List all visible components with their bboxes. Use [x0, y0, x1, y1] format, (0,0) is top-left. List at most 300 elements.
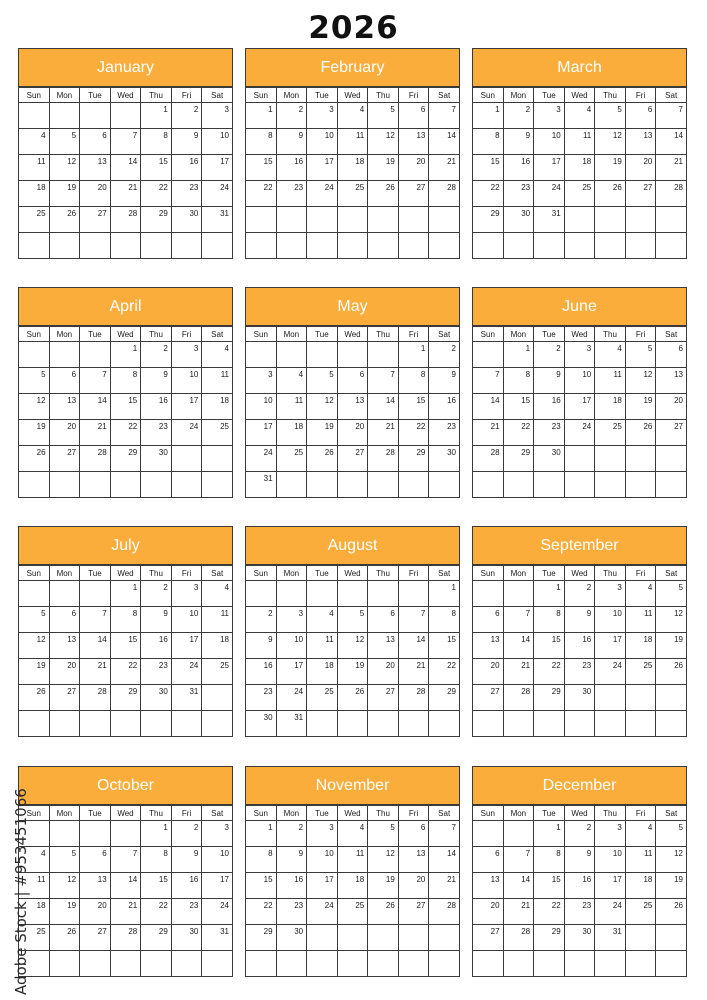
day-cell: 17: [171, 633, 202, 659]
day-cell: 26: [625, 420, 656, 446]
weekday-label: Sat: [656, 566, 687, 581]
weekday-label: Fri: [625, 566, 656, 581]
week-row: [246, 394, 460, 420]
weekday-label: Mon: [503, 806, 534, 821]
day-cell: 8: [141, 847, 172, 873]
day-cell: 13: [49, 633, 80, 659]
day-cell: 28: [80, 685, 111, 711]
week-row: [473, 873, 687, 899]
week-row: [473, 472, 687, 498]
day-cell: 19: [368, 873, 399, 899]
day-cell: 9: [534, 368, 565, 394]
week-row: [19, 103, 233, 129]
day-cell: 28: [368, 446, 399, 472]
day-cell: 10: [246, 394, 277, 420]
day-cell: 8: [503, 368, 534, 394]
weekday-label: Mon: [49, 88, 80, 103]
day-cell: [625, 446, 656, 472]
weekday-label: Sat: [656, 327, 687, 342]
day-cell: [337, 233, 368, 259]
day-cell: 29: [141, 207, 172, 233]
day-cell: 9: [503, 129, 534, 155]
day-cell: 17: [202, 873, 233, 899]
weekday-label: Tue: [80, 566, 111, 581]
weekday-label: Wed: [110, 806, 141, 821]
day-cell: 7: [429, 103, 460, 129]
day-cell: 13: [80, 155, 111, 181]
weekday-label: Wed: [564, 806, 595, 821]
day-cell: 9: [141, 607, 172, 633]
day-cell: [473, 342, 504, 368]
month-table: [245, 326, 460, 498]
day-cell: [595, 233, 626, 259]
weekday-label: Thu: [595, 806, 626, 821]
weekday-label: Tue: [534, 566, 565, 581]
day-cell: [246, 581, 277, 607]
weekday-label: Thu: [595, 88, 626, 103]
day-cell: 11: [19, 155, 50, 181]
day-cell: [19, 581, 50, 607]
day-cell: [171, 711, 202, 737]
day-cell: 22: [141, 181, 172, 207]
day-cell: 27: [49, 446, 80, 472]
week-row: [246, 847, 460, 873]
week-row: [473, 847, 687, 873]
week-row: [246, 821, 460, 847]
day-cell: 26: [595, 181, 626, 207]
day-cell: [564, 233, 595, 259]
day-cell: [276, 342, 307, 368]
day-cell: 24: [307, 899, 338, 925]
day-cell: 24: [246, 446, 277, 472]
weekday-label: Thu: [141, 566, 172, 581]
day-cell: [429, 951, 460, 977]
day-cell: 23: [171, 899, 202, 925]
day-cell: 18: [307, 659, 338, 685]
day-cell: 18: [337, 873, 368, 899]
weekday-label: Tue: [307, 806, 338, 821]
day-cell: 26: [337, 685, 368, 711]
day-cell: 26: [368, 899, 399, 925]
day-cell: 27: [625, 181, 656, 207]
weekday-header-row: [473, 88, 687, 103]
day-cell: 12: [368, 129, 399, 155]
week-row: [19, 129, 233, 155]
week-row: [246, 951, 460, 977]
month-table: [18, 565, 233, 737]
day-cell: [656, 233, 687, 259]
day-cell: 22: [110, 420, 141, 446]
day-cell: 18: [595, 394, 626, 420]
day-cell: 4: [202, 581, 233, 607]
day-cell: 19: [625, 394, 656, 420]
day-cell: [429, 233, 460, 259]
week-row: [473, 685, 687, 711]
week-row: [473, 925, 687, 951]
weekday-label: Sat: [202, 806, 233, 821]
day-cell: 4: [337, 103, 368, 129]
day-cell: 29: [110, 446, 141, 472]
week-row: [246, 181, 460, 207]
day-cell: [625, 685, 656, 711]
day-cell: [429, 472, 460, 498]
week-row: [473, 155, 687, 181]
weekday-label: Fri: [171, 88, 202, 103]
day-cell: 22: [429, 659, 460, 685]
day-cell: 7: [110, 847, 141, 873]
day-cell: 30: [429, 446, 460, 472]
day-cell: 11: [202, 368, 233, 394]
day-cell: 27: [656, 420, 687, 446]
day-cell: [49, 233, 80, 259]
weekday-label: Tue: [307, 566, 338, 581]
day-cell: 12: [19, 633, 50, 659]
month-table: [18, 87, 233, 259]
day-cell: 27: [49, 685, 80, 711]
day-cell: [171, 472, 202, 498]
month-table: [18, 326, 233, 498]
weekday-label: Sun: [19, 566, 50, 581]
day-cell: 21: [503, 899, 534, 925]
day-cell: [473, 472, 504, 498]
day-cell: [398, 233, 429, 259]
day-cell: 7: [80, 368, 111, 394]
day-cell: 6: [398, 821, 429, 847]
day-cell: 8: [429, 607, 460, 633]
week-row: [246, 607, 460, 633]
day-cell: 5: [337, 607, 368, 633]
day-cell: 6: [625, 103, 656, 129]
day-cell: [595, 472, 626, 498]
month-june: [472, 287, 687, 504]
day-cell: 15: [246, 155, 277, 181]
day-cell: [564, 446, 595, 472]
day-cell: 11: [307, 633, 338, 659]
day-cell: [503, 581, 534, 607]
day-cell: [202, 711, 233, 737]
day-cell: [429, 711, 460, 737]
day-cell: 14: [110, 155, 141, 181]
week-row: [246, 873, 460, 899]
month-table: [472, 326, 687, 498]
weekday-label: Sun: [473, 327, 504, 342]
day-cell: 1: [473, 103, 504, 129]
day-cell: [429, 207, 460, 233]
weekday-label: Sun: [473, 806, 504, 821]
day-cell: [49, 951, 80, 977]
day-cell: 13: [337, 394, 368, 420]
weekday-label: Sat: [429, 806, 460, 821]
day-cell: [80, 821, 111, 847]
day-cell: [276, 581, 307, 607]
week-row: [19, 394, 233, 420]
day-cell: 20: [625, 155, 656, 181]
day-cell: [368, 925, 399, 951]
day-cell: 23: [564, 899, 595, 925]
day-cell: [246, 233, 277, 259]
weekday-header-row: [473, 327, 687, 342]
day-cell: 16: [171, 873, 202, 899]
day-cell: [656, 711, 687, 737]
week-row: [246, 581, 460, 607]
weekday-label: Thu: [141, 327, 172, 342]
day-cell: [171, 233, 202, 259]
day-cell: 20: [368, 659, 399, 685]
month-header: May: [245, 287, 460, 326]
weekday-label: Sat: [429, 88, 460, 103]
week-row: [19, 951, 233, 977]
day-cell: 2: [141, 342, 172, 368]
day-cell: 16: [141, 394, 172, 420]
day-cell: 11: [19, 873, 50, 899]
day-cell: 21: [80, 659, 111, 685]
weekday-label: Wed: [564, 327, 595, 342]
day-cell: [398, 472, 429, 498]
day-cell: 31: [202, 925, 233, 951]
day-cell: [368, 951, 399, 977]
week-row: [473, 446, 687, 472]
weekday-label: Mon: [49, 806, 80, 821]
day-cell: 31: [534, 207, 565, 233]
day-cell: 17: [202, 155, 233, 181]
week-row: [19, 607, 233, 633]
day-cell: 6: [368, 607, 399, 633]
day-cell: 21: [656, 155, 687, 181]
week-row: [246, 103, 460, 129]
day-cell: 25: [625, 899, 656, 925]
day-cell: 26: [656, 659, 687, 685]
day-cell: 7: [656, 103, 687, 129]
weekday-label: Fri: [171, 566, 202, 581]
month-header: June: [472, 287, 687, 326]
day-cell: 26: [49, 925, 80, 951]
weekday-label: Fri: [398, 327, 429, 342]
day-cell: 22: [398, 420, 429, 446]
day-cell: 20: [473, 659, 504, 685]
day-cell: 1: [398, 342, 429, 368]
week-row: [19, 847, 233, 873]
month-header: February: [245, 48, 460, 87]
week-row: [19, 873, 233, 899]
day-cell: [276, 472, 307, 498]
month-table: [472, 805, 687, 977]
day-cell: 22: [246, 181, 277, 207]
day-cell: [337, 581, 368, 607]
day-cell: 6: [337, 368, 368, 394]
day-cell: [202, 233, 233, 259]
day-cell: 14: [110, 873, 141, 899]
day-cell: [398, 711, 429, 737]
weekday-label: Wed: [337, 566, 368, 581]
day-cell: [564, 472, 595, 498]
weekday-label: Tue: [534, 88, 565, 103]
day-cell: 11: [595, 368, 626, 394]
day-cell: 19: [595, 155, 626, 181]
day-cell: 18: [19, 899, 50, 925]
day-cell: 12: [595, 129, 626, 155]
weekday-label: Wed: [564, 88, 595, 103]
day-cell: 19: [656, 873, 687, 899]
day-cell: [656, 951, 687, 977]
day-cell: 24: [595, 899, 626, 925]
day-cell: [276, 233, 307, 259]
day-cell: [534, 951, 565, 977]
day-cell: 15: [246, 873, 277, 899]
day-cell: 12: [337, 633, 368, 659]
day-cell: 22: [246, 899, 277, 925]
day-cell: 14: [80, 633, 111, 659]
day-cell: 21: [110, 181, 141, 207]
day-cell: 10: [202, 847, 233, 873]
day-cell: 27: [80, 925, 111, 951]
day-cell: 9: [429, 368, 460, 394]
day-cell: 31: [246, 472, 277, 498]
day-cell: 28: [110, 207, 141, 233]
day-cell: 1: [110, 581, 141, 607]
day-cell: 25: [19, 925, 50, 951]
week-row: [19, 711, 233, 737]
week-row: [19, 342, 233, 368]
day-cell: 11: [564, 129, 595, 155]
weekday-label: Sun: [473, 88, 504, 103]
day-cell: 24: [307, 181, 338, 207]
day-cell: 12: [19, 394, 50, 420]
day-cell: 16: [564, 633, 595, 659]
day-cell: 31: [276, 711, 307, 737]
day-cell: [307, 472, 338, 498]
day-cell: 23: [429, 420, 460, 446]
week-row: [473, 368, 687, 394]
weekday-label: Sat: [202, 327, 233, 342]
day-cell: 10: [171, 607, 202, 633]
day-cell: 1: [503, 342, 534, 368]
weekday-label: Tue: [80, 806, 111, 821]
day-cell: [49, 581, 80, 607]
day-cell: 9: [246, 633, 277, 659]
day-cell: 26: [49, 207, 80, 233]
day-cell: 6: [49, 368, 80, 394]
day-cell: 2: [171, 103, 202, 129]
day-cell: [19, 711, 50, 737]
day-cell: 30: [564, 685, 595, 711]
day-cell: 18: [625, 633, 656, 659]
day-cell: [337, 711, 368, 737]
day-cell: 17: [564, 394, 595, 420]
day-cell: [307, 951, 338, 977]
weekday-label: Fri: [398, 566, 429, 581]
calendar-title: 2026: [308, 10, 399, 46]
day-cell: [276, 951, 307, 977]
day-cell: 18: [564, 155, 595, 181]
day-cell: [141, 233, 172, 259]
day-cell: 12: [656, 607, 687, 633]
day-cell: 31: [595, 925, 626, 951]
day-cell: 14: [80, 394, 111, 420]
weekday-label: Wed: [110, 566, 141, 581]
day-cell: 2: [564, 581, 595, 607]
day-cell: [141, 951, 172, 977]
day-cell: 12: [625, 368, 656, 394]
week-row: [473, 899, 687, 925]
day-cell: 29: [534, 685, 565, 711]
weekday-label: Fri: [398, 88, 429, 103]
day-cell: 14: [429, 129, 460, 155]
week-row: [19, 420, 233, 446]
weekday-label: Tue: [80, 88, 111, 103]
day-cell: 27: [473, 925, 504, 951]
month-header: April: [18, 287, 233, 326]
day-cell: 11: [625, 607, 656, 633]
weekday-label: Fri: [625, 88, 656, 103]
day-cell: 12: [656, 847, 687, 873]
day-cell: 1: [429, 581, 460, 607]
day-cell: [276, 207, 307, 233]
weekday-label: Mon: [276, 806, 307, 821]
day-cell: 11: [625, 847, 656, 873]
day-cell: 30: [503, 207, 534, 233]
week-row: [473, 394, 687, 420]
week-row: [473, 711, 687, 737]
weekday-label: Sun: [246, 88, 277, 103]
week-row: [246, 446, 460, 472]
month-table: [245, 565, 460, 737]
month-march: [472, 48, 687, 265]
day-cell: 2: [171, 821, 202, 847]
week-row: [19, 821, 233, 847]
day-cell: 16: [534, 394, 565, 420]
weekday-label: Sun: [246, 566, 277, 581]
weekday-header-row: [19, 88, 233, 103]
day-cell: 1: [141, 103, 172, 129]
day-cell: [625, 925, 656, 951]
day-cell: 26: [368, 181, 399, 207]
day-cell: 30: [246, 711, 277, 737]
day-cell: 27: [337, 446, 368, 472]
month-july: [18, 526, 233, 743]
weekday-label: Mon: [503, 566, 534, 581]
weekday-header-row: [19, 806, 233, 821]
weekday-label: Sat: [202, 566, 233, 581]
day-cell: 30: [171, 207, 202, 233]
day-cell: 29: [503, 446, 534, 472]
day-cell: 18: [625, 873, 656, 899]
weekday-label: Sat: [429, 566, 460, 581]
day-cell: 20: [398, 873, 429, 899]
day-cell: [534, 233, 565, 259]
day-cell: [398, 951, 429, 977]
week-row: [473, 420, 687, 446]
weekday-header-row: [19, 566, 233, 581]
weekday-label: Fri: [625, 806, 656, 821]
day-cell: 28: [429, 899, 460, 925]
day-cell: 15: [534, 873, 565, 899]
weekday-label: Tue: [534, 806, 565, 821]
month-header: August: [245, 526, 460, 565]
day-cell: 1: [534, 821, 565, 847]
day-cell: [110, 472, 141, 498]
day-cell: 3: [202, 103, 233, 129]
day-cell: 23: [141, 659, 172, 685]
day-cell: 10: [171, 368, 202, 394]
day-cell: 25: [595, 420, 626, 446]
day-cell: 26: [656, 899, 687, 925]
weekday-label: Sun: [19, 806, 50, 821]
week-row: [246, 368, 460, 394]
day-cell: [656, 472, 687, 498]
day-cell: 15: [110, 633, 141, 659]
day-cell: 9: [141, 368, 172, 394]
day-cell: 25: [202, 659, 233, 685]
